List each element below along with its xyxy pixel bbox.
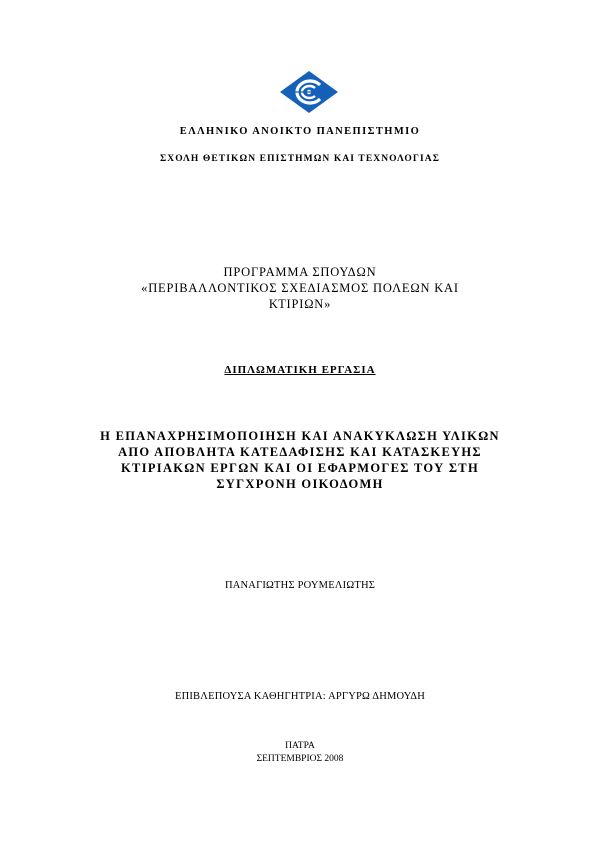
author-name: ΠΑΝΑΓΙΩΤΗΣ ΡΟΥΜΕΛΙΩΤΗΣ <box>224 580 376 591</box>
school-name: ΣΧΟΛΗ ΘΕΤΙΚΩΝ ΕΠΙΣΤΗΜΩΝ ΚΑΙ ΤΕΧΝΟΛΟΓΙΑΣ <box>159 154 441 164</box>
university-name: ΕΛΛΗΝΙΚΟ ΑΝΟΙΚΤΟ ΠΑΝΕΠΙΣΤΗΜΙΟ <box>179 126 421 137</box>
place-name: ΠΑΤΡΑ <box>285 741 315 751</box>
program-line: ΠΡΟΓΡΑΜΜΑ ΣΠΟΥΔΩΝ <box>223 265 377 279</box>
document-type-heading: ΔΙΠΛΩΜΑΤΙΚΗ ΕΡΓΑΣΙΑ <box>224 364 376 376</box>
university-logo-icon <box>279 70 339 114</box>
study-program <box>0 264 600 312</box>
program-line: «ΠΕΡΙΒΑΛΛΟΝΤΙΚΟΣ ΣΧΕΔΙΑΣΜΟΣ ΠΟΛΕΩΝ ΚΑΙ <box>141 281 459 295</box>
program-line: ΚΤΙΡΙΩΝ» <box>268 297 332 311</box>
title-line: ΑΠΟ ΑΠΟΒΛΗΤΑ ΚΑΤΕΔΑΦΙΣΗΣ ΚΑΙ ΚΑΤΑΣΚΕΥΗΣ <box>118 445 482 459</box>
title-line: ΚΤΙΡΙΑΚΩΝ ΕΡΓΩΝ ΚΑΙ ΟΙ ΕΦΑΡΜΟΓΕΣ ΤΟΥ ΣΤΗ <box>121 461 479 475</box>
title-line: Η ΕΠΑΝΑΧΡΗΣΙΜΟΠΟΙΗΣΗ ΚΑΙ ΑΝΑΚΥΚΛΩΣΗ ΥΛΙΚΩΝ <box>100 429 500 443</box>
submission-date: ΣΕΠΤΕΜΒΡΙΟΣ 2008 <box>256 754 344 764</box>
title-line: ΣΥΓΧΡΟΝΗ ΟΙΚΟΔΟΜΗ <box>216 477 384 491</box>
supervisor-line: ΕΠΙΒΛΕΠΟΥΣΑ ΚΑΘΗΓΗΤΡΙΑ: ΑΡΓΥΡΩ ΔΗΜΟΥΔΗ <box>174 691 426 702</box>
thesis-title <box>0 428 600 492</box>
